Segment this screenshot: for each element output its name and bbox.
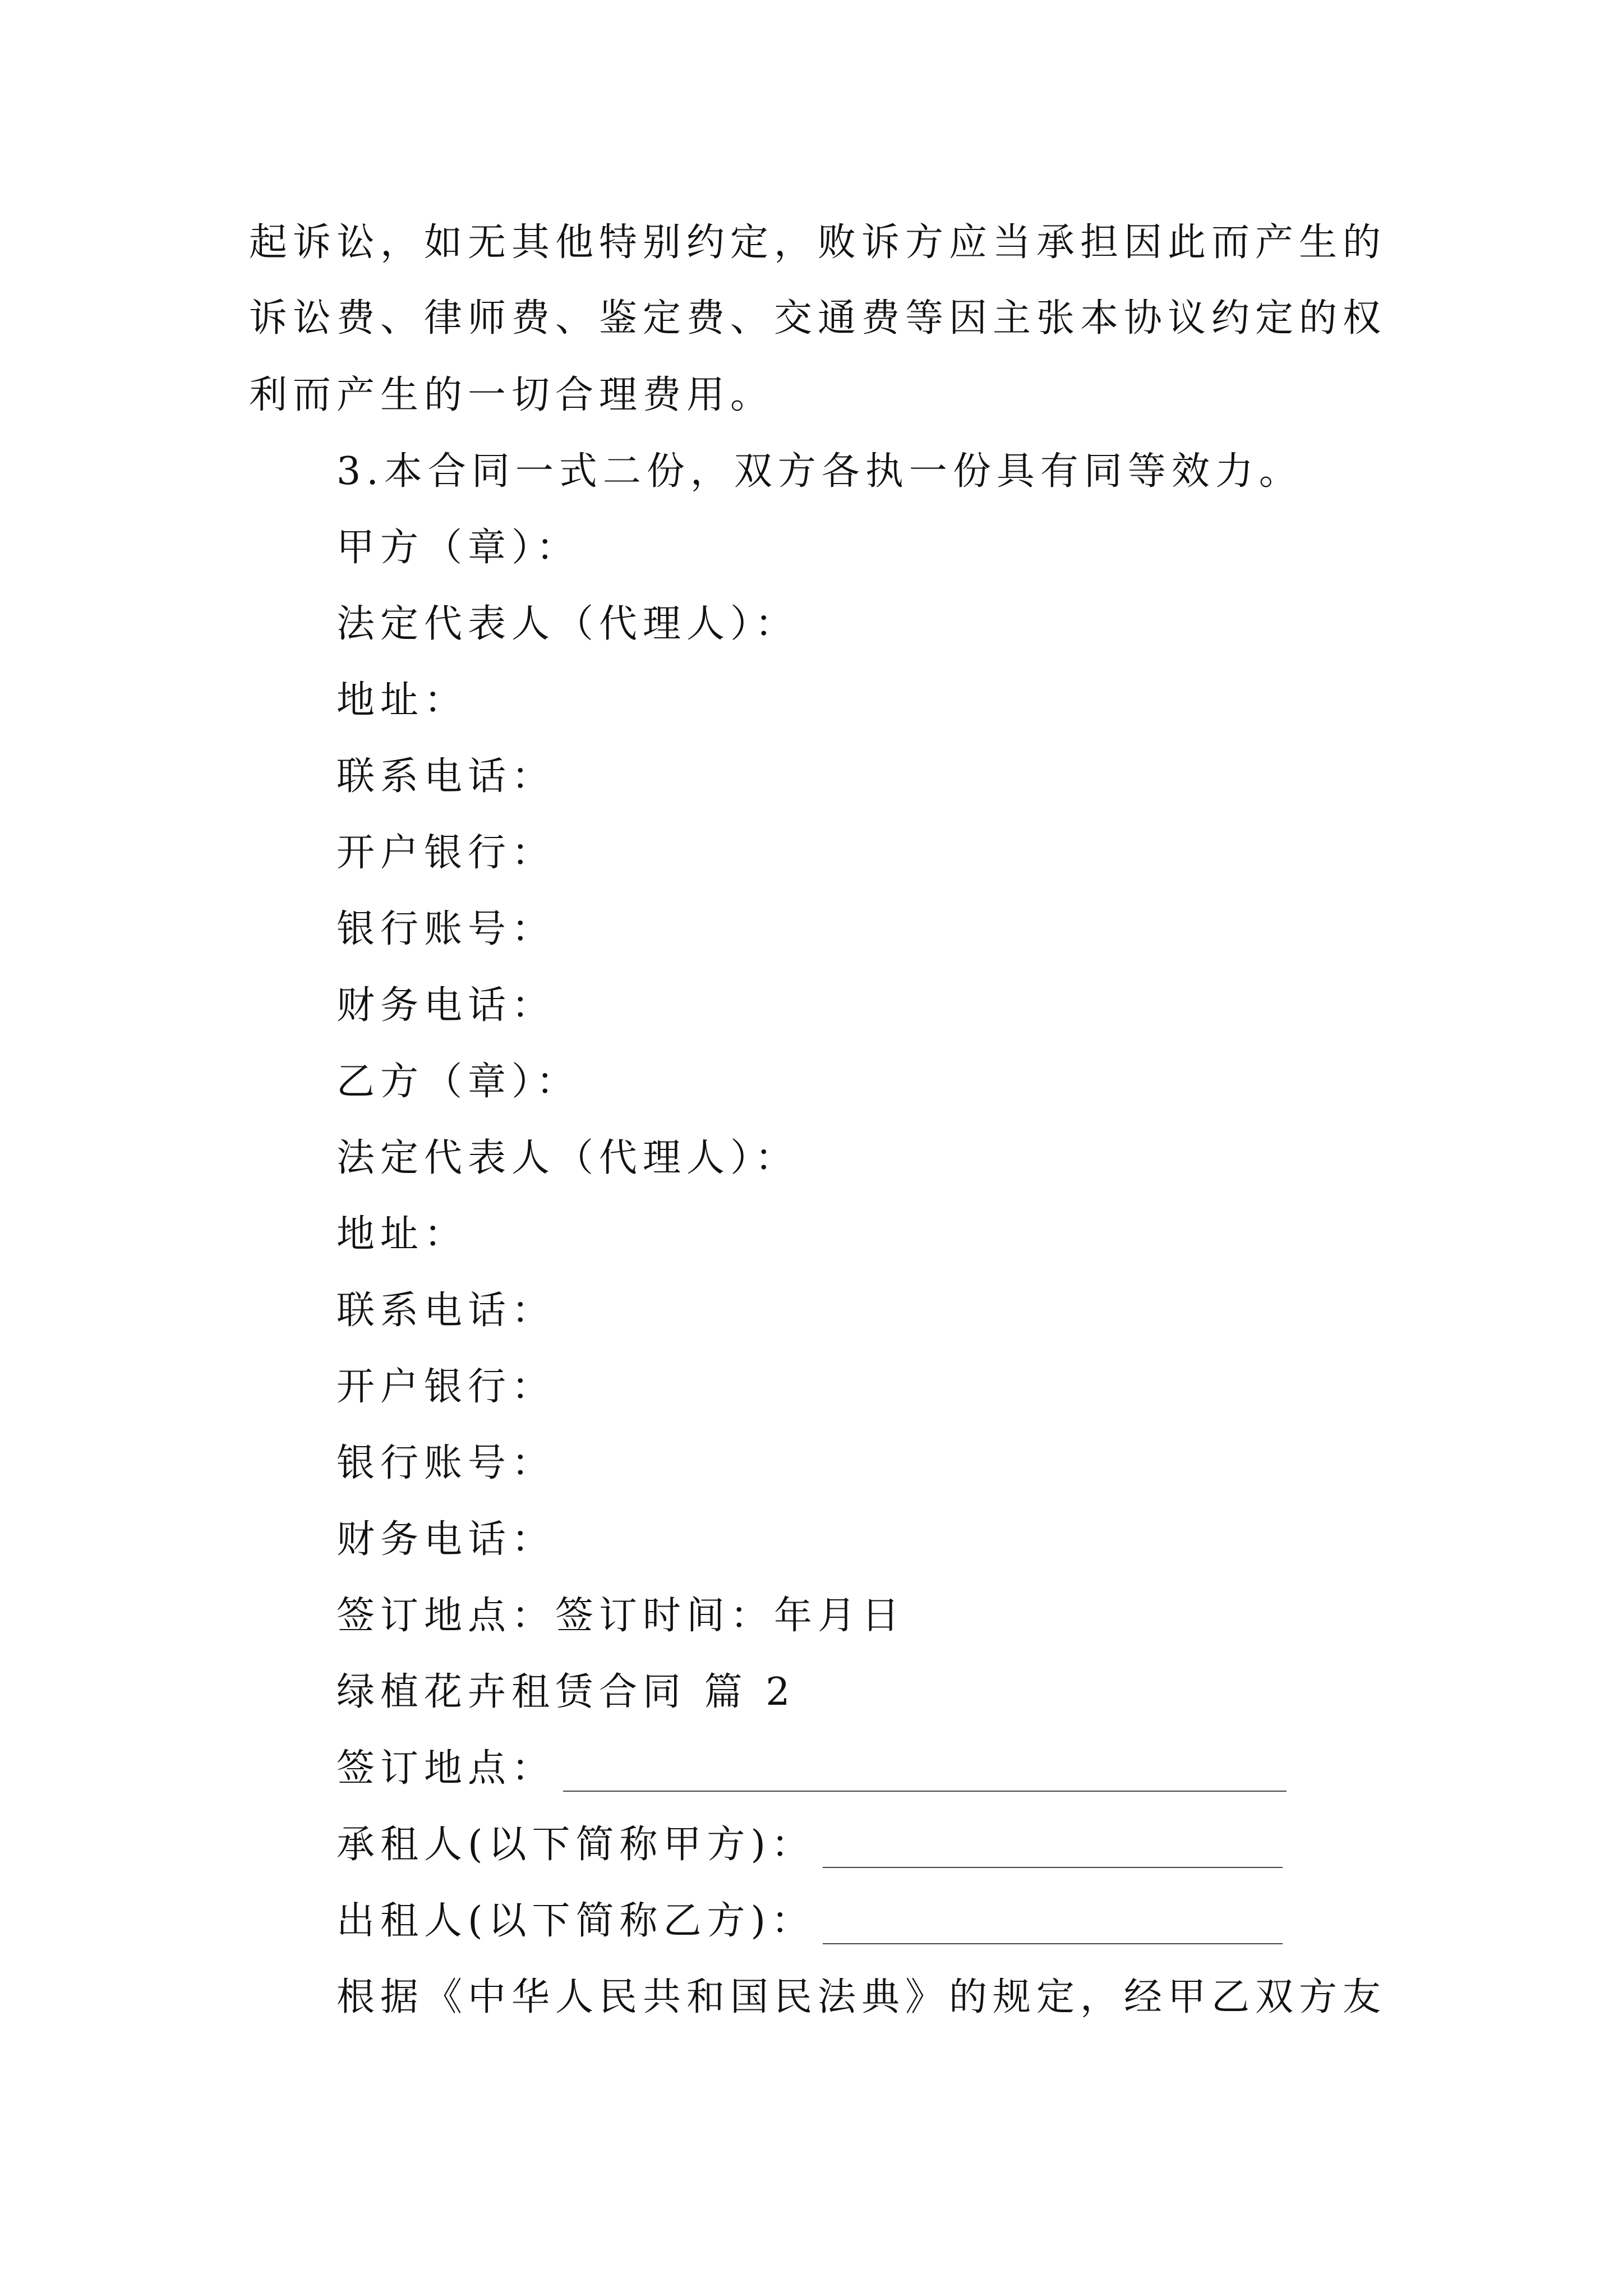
party-a-phone-label: 联系电话： xyxy=(336,754,556,799)
party-a-account-label: 银行账号： xyxy=(336,907,556,951)
lessee-label: 承租人(以下简称甲方)： xyxy=(336,1823,815,1867)
party-b-address-label: 地址： xyxy=(336,1212,468,1257)
party-a-representative-label: 法定代表人（代理人）： xyxy=(336,602,799,646)
party-a-bank-label: 开户银行： xyxy=(336,831,556,875)
clause-3: 3.本合同一式二份，双方各执一份具有同等效力。 xyxy=(336,449,1303,494)
lessor-blank[interactable] xyxy=(823,1908,1283,1944)
party-a-address-label: 地址： xyxy=(336,678,468,723)
section-title: 绿植花卉租赁合同 篇 2 xyxy=(336,1670,796,1714)
party-b-finance-phone-label: 财务电话： xyxy=(336,1517,556,1562)
party-a-finance-phone-label: 财务电话： xyxy=(336,983,556,1028)
body-text-line: 利而产生的一切合理费用。 xyxy=(249,373,774,417)
party-b-seal-label: 乙方（章）： xyxy=(336,1060,580,1104)
lessee-row xyxy=(336,1822,1283,1868)
party-b-phone-label: 联系电话： xyxy=(336,1289,556,1333)
body-text-line: 诉讼费、律师费、鉴定费、交通费等因主张本协议约定的权 xyxy=(249,296,1387,341)
party-b-representative-label: 法定代表人（代理人）： xyxy=(336,1136,799,1180)
party-a-seal-label: 甲方（章）： xyxy=(336,526,580,570)
lessee-blank[interactable] xyxy=(823,1832,1283,1868)
signing-place-label: 签订地点： xyxy=(336,1746,556,1791)
body-text-line: 起诉讼，如无其他特别约定，败诉方应当承担因此而产生的 xyxy=(249,220,1387,265)
body-text-line: 根据《中华人民共和国民法典》的规定，经甲乙双方友 xyxy=(336,1975,1387,2019)
lessor-label: 出租人(以下简称乙方)： xyxy=(336,1899,815,1943)
party-b-bank-label: 开户银行： xyxy=(336,1365,556,1409)
lessor-row xyxy=(336,1898,1283,1944)
party-b-account-label: 银行账号： xyxy=(336,1441,556,1485)
signing-place-row xyxy=(336,1746,1287,1792)
signing-place-blank[interactable] xyxy=(563,1756,1287,1792)
signing-place-time-line: 签订地点：签订时间：年月日 xyxy=(336,1594,906,1638)
